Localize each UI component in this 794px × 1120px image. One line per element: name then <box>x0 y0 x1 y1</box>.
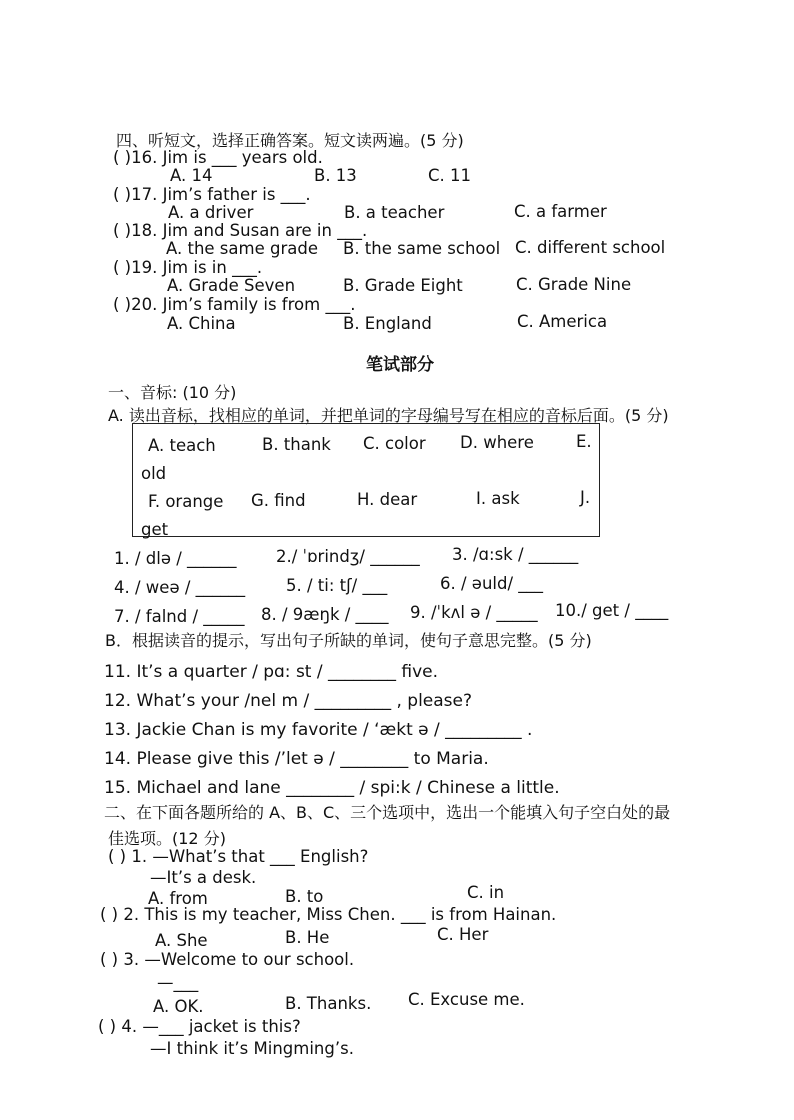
listening-heading: 四、听短文，选择正确答案。短文读两遍。(5 分) <box>116 131 464 150</box>
word-bank-item-e-word: old <box>141 464 167 483</box>
sentence-15: 15. Michael and lane ________ / spi:k / Chinese a little. <box>104 778 560 798</box>
sentence-13: 13. Jackie Chan is my favorite / ‘ækt ə / _________ . <box>104 720 533 740</box>
word-bank-item-j-word: get <box>141 520 169 539</box>
choice-q3-reply: —___ <box>157 973 199 992</box>
choice-heading-line2: 佳选项。(12 分) <box>108 829 226 848</box>
question-17-option-c: C. a farmer <box>514 202 607 221</box>
question-16-option-c: C. 11 <box>428 166 472 185</box>
question-20-option-b: B. England <box>343 314 432 333</box>
sentence-14: 14. Please give this /’let ə / ________ to Maria. <box>104 749 489 769</box>
phonetic-item-3: 3. /ɑ:sk / ______ <box>452 545 579 564</box>
question-16-option-a: A. 14 <box>170 166 213 185</box>
phonetic-item-6: 6. / əuld/ ___ <box>440 574 544 593</box>
choice-q2-stem: ( ) 2. This is my teacher, Miss Chen. ___ is from Hainan. <box>100 905 557 924</box>
choice-q2-option-a: A. She <box>155 931 208 950</box>
choice-q3-option-c: C. Excuse me. <box>408 990 525 1009</box>
choice-q4-reply: —I think it’s Mingming’s. <box>150 1039 354 1058</box>
question-17-option-a: A. a driver <box>168 203 254 222</box>
word-bank-item-j: J. <box>580 488 591 507</box>
phonetic-item-1: 1. / dlə / ______ <box>114 549 237 568</box>
question-18-option-a: A. the same grade <box>166 239 318 258</box>
question-19-option-a: A. Grade Seven <box>167 276 296 295</box>
choice-q1-option-a: A. from <box>148 889 208 908</box>
word-bank-item-h: H. dear <box>357 490 418 509</box>
choice-q2-option-b: B. He <box>285 928 330 947</box>
phonetic-item-9: 9. /ˈkʌl ə / _____ <box>410 603 538 622</box>
phonetic-item-10: 10./ get / ____ <box>555 601 669 620</box>
sentence-11: 11. It’s a quarter / pɑ: st / ________ five. <box>104 662 439 682</box>
question-17-option-b: B. a teacher <box>344 203 445 222</box>
choice-q3-option-a: A. OK. <box>153 997 204 1016</box>
question-20-stem: ( )20. Jim’s family is from ___. <box>113 295 356 314</box>
word-bank-item-f: F. orange <box>148 492 224 511</box>
choice-q1-stem: ( ) 1. —What’s that ___ English? <box>108 847 369 866</box>
question-19-option-c: C. Grade Nine <box>516 275 632 294</box>
written-section-title: 笔试部分 <box>366 355 434 375</box>
phonetic-item-8: 8. / 9æŋk / ____ <box>261 605 389 624</box>
word-bank-item-c: C. color <box>363 434 426 453</box>
question-20-option-a: A. China <box>167 314 236 333</box>
word-bank-item-b: B. thank <box>262 435 331 454</box>
word-bank-item-a: A. teach <box>148 436 216 455</box>
question-18-option-b: B. the same school <box>343 239 501 258</box>
phonetic-item-7: 7. / falnd / _____ <box>114 607 245 626</box>
question-19-option-b: B. Grade Eight <box>343 276 463 295</box>
word-bank-item-g: G. find <box>251 491 306 510</box>
choice-q3-option-b: B. Thanks. <box>285 994 372 1013</box>
question-17-stem: ( )17. Jim’s father is ___. <box>113 185 311 204</box>
question-18-option-c: C. different school <box>515 238 666 257</box>
question-19-stem: ( )19. Jim is in ___. <box>113 258 263 277</box>
sentence-12: 12. What’s your /nel m / _________ , please? <box>104 691 473 711</box>
choice-q3-stem: ( ) 3. —Welcome to our school. <box>100 950 355 969</box>
phonetics-heading: 一、音标: (10 分) <box>108 383 237 402</box>
choice-heading-line1: 二、在下面各题所给的 A、B、C、三个选项中，选出一个能填入句子空白处的最 <box>104 803 671 822</box>
choice-q4-stem: ( ) 4. —___ jacket is this? <box>98 1017 301 1036</box>
choice-q1-reply: —It’s a desk. <box>150 868 257 887</box>
choice-q1-option-b: B. to <box>285 887 324 906</box>
question-20-option-c: C. America <box>517 312 608 331</box>
question-16-stem: ( )16. Jim is ___ years old. <box>113 148 323 167</box>
word-bank-item-e: E. <box>576 432 592 451</box>
word-bank-item-d: D. where <box>460 433 534 452</box>
phonetics-part-a-heading: A. 读出音标，找相应的单词，并把单词的字母编号写在相应的音标后面。(5 分) <box>108 406 669 425</box>
question-16-option-b: B. 13 <box>314 166 357 185</box>
phonetics-part-b-heading: B．根据读音的提示，写出句子所缺的单词，使句子意思完整。(5 分) <box>105 631 592 650</box>
choice-q2-option-c: C. Her <box>437 925 489 944</box>
phonetic-item-4: 4. / weə / ______ <box>114 578 246 597</box>
phonetic-item-2: 2./ ˈɒrindʒ/ ______ <box>276 547 420 566</box>
phonetic-item-5: 5. / ti: tʃ/ ___ <box>286 576 388 595</box>
word-bank-item-i: I. ask <box>476 489 520 508</box>
question-18-stem: ( )18. Jim and Susan are in ___. <box>113 221 368 240</box>
choice-q1-option-c: C. in <box>467 883 505 902</box>
